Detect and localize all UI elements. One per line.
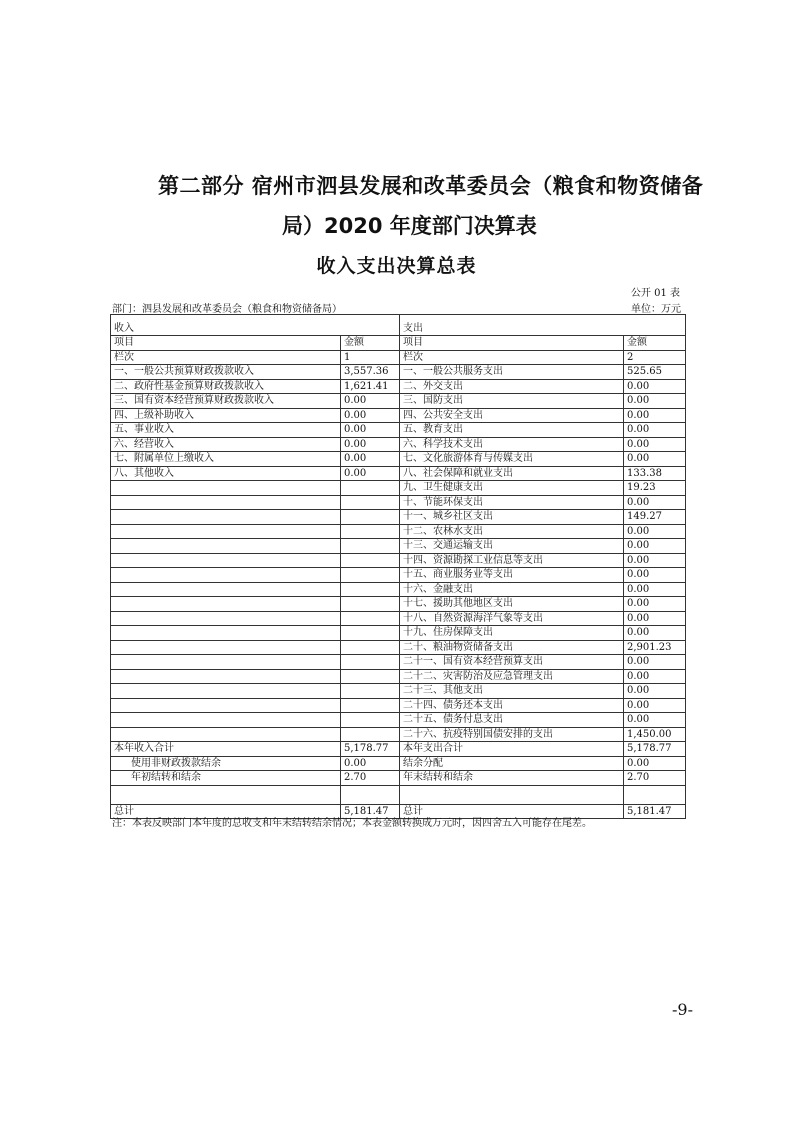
expense-item-cell: 二十六、抗疫特别国债安排的支出 (400, 727, 624, 742)
expense-amount-cell: 0.00 (624, 452, 686, 467)
expense-amount-cell: 0.00 (624, 394, 686, 409)
income-amount-cell: 0.00 (341, 408, 400, 423)
column-index-row (111, 350, 686, 365)
table-row (111, 466, 686, 481)
expense-item-cell: 本年支出合计 (400, 742, 624, 757)
income-amount-cell (341, 568, 400, 583)
expense-item-cell: 结余分配 (400, 756, 624, 771)
expense-amount-cell: 0.00 (624, 437, 686, 452)
expense-item-cell: 二十五、债务付息支出 (400, 713, 624, 728)
income-item-cell: 使用非财政拨款结余 (111, 756, 341, 771)
income-item-cell: 年初结转和结余 (111, 771, 341, 786)
income-amount-cell: 1,621.41 (341, 379, 400, 394)
summary-row (111, 771, 686, 786)
expense-amount-cell: 5,178.77 (624, 742, 686, 757)
expense-item-cell: 二十一、国有资本经营预算支出 (400, 655, 624, 670)
income-amount-header: 金额 (341, 336, 400, 351)
column-header-row (111, 336, 686, 351)
expense-amount-cell: 0.00 (624, 553, 686, 568)
expense-item-cell: 年末结转和结余 (400, 771, 624, 786)
income-amount-cell (341, 669, 400, 684)
expense-item-cell: 一、一般公共服务支出 (400, 365, 624, 380)
expense-amount-cell: 0.00 (624, 408, 686, 423)
expense-item-cell: 十二、农林水支出 (400, 524, 624, 539)
income-amount-cell: 0.00 (341, 466, 400, 481)
income-item-cell (111, 713, 341, 728)
expense-amount-cell: 525.65 (624, 365, 686, 380)
table-row (111, 539, 686, 554)
income-amount-cell: 0.00 (341, 394, 400, 409)
department-label: 部门：泗县发展和改革委员会（粮食和物资储备局） (112, 304, 342, 315)
income-item-cell (111, 481, 341, 496)
page-number: -9- (672, 1000, 693, 1019)
expense-amount-cell: 2,901.23 (624, 640, 686, 655)
income-item-cell (111, 524, 341, 539)
summary-row (111, 742, 686, 757)
income-item-cell: 八、其他收入 (111, 466, 341, 481)
income-item-cell: 二、政府性基金预算财政拨款收入 (111, 379, 341, 394)
income-item-cell (111, 510, 341, 525)
empty-cell (111, 785, 341, 804)
income-amount-cell (341, 510, 400, 525)
expense-amount-cell: 1,450.00 (624, 727, 686, 742)
expense-item-cell: 十五、商业服务业等支出 (400, 568, 624, 583)
expense-amount-cell: 0.00 (624, 611, 686, 626)
index-label-income: 栏次 (111, 350, 341, 365)
income-item-cell: 五、事业收入 (111, 423, 341, 438)
expense-item-header: 项目 (400, 336, 624, 351)
income-item-cell (111, 611, 341, 626)
expense-section-header: 支出 (400, 315, 686, 336)
expense-amount-cell: 0.00 (624, 684, 686, 699)
income-section-header: 收入 (111, 315, 400, 336)
table-row (111, 611, 686, 626)
table-row (111, 713, 686, 728)
income-item-cell: 本年收入合计 (111, 742, 341, 757)
expense-item-cell: 十四、资源勘探工业信息等支出 (400, 553, 624, 568)
page-title-line2: 局）2020 年度部门决算表 (282, 214, 537, 238)
expense-item-cell: 二十三、其他支出 (400, 684, 624, 699)
table-row (111, 684, 686, 699)
empty-cell (341, 785, 400, 804)
expense-amount-cell: 2.70 (624, 771, 686, 786)
expense-item-cell: 二、外交支出 (400, 379, 624, 394)
income-item-cell: 七、附属单位上缴收入 (111, 452, 341, 467)
expense-item-cell: 八、社会保障和就业支出 (400, 466, 624, 481)
expense-item-cell: 三、国防支出 (400, 394, 624, 409)
income-item-cell (111, 597, 341, 612)
income-item-cell (111, 568, 341, 583)
income-amount-cell (341, 553, 400, 568)
income-amount-cell (341, 481, 400, 496)
income-item-cell (111, 640, 341, 655)
income-item-cell: 一、一般公共预算财政拨款收入 (111, 365, 341, 380)
table-row (111, 394, 686, 409)
income-amount-cell: 5,178.77 (341, 742, 400, 757)
expense-amount-cell: 0.00 (624, 713, 686, 728)
income-amount-cell (341, 640, 400, 655)
expense-item-cell: 五、教育支出 (400, 423, 624, 438)
income-amount-cell (341, 611, 400, 626)
income-amount-cell (341, 597, 400, 612)
table-row (111, 640, 686, 655)
table-row (111, 655, 686, 670)
income-item-cell: 总计 (111, 804, 341, 819)
expense-amount-cell: 149.27 (624, 510, 686, 525)
form-number: 公开 01 表 (630, 288, 680, 299)
expense-item-cell: 四、公共安全支出 (400, 408, 624, 423)
expense-amount-cell: 0.00 (624, 698, 686, 713)
empty-cell (624, 785, 686, 804)
income-amount-cell: 0.00 (341, 452, 400, 467)
expense-item-cell: 十七、援助其他地区支出 (400, 597, 624, 612)
income-item-cell: 六、经营收入 (111, 437, 341, 452)
table-note: 注：本表反映部门本年度的总收支和年末结转结余情况；本表金额转换成万元时，因四舍五入可能存在尾差。 (112, 818, 592, 829)
income-item-cell (111, 582, 341, 597)
income-item-cell (111, 655, 341, 670)
expense-item-cell: 十三、交通运输支出 (400, 539, 624, 554)
income-item-header: 项目 (111, 336, 341, 351)
table-row (111, 727, 686, 742)
table-row (111, 495, 686, 510)
table-row (111, 698, 686, 713)
index-label-expense: 栏次 (400, 350, 624, 365)
table-title: 收入支出决算总表 (316, 255, 477, 277)
expense-item-cell: 十六、金融支出 (400, 582, 624, 597)
expense-amount-cell: 133.38 (624, 466, 686, 481)
section-header-row (111, 315, 686, 336)
expense-item-cell: 总计 (400, 804, 624, 819)
table-row (111, 452, 686, 467)
table-row (111, 481, 686, 496)
income-item-cell (111, 727, 341, 742)
expense-amount-cell: 0.00 (624, 669, 686, 684)
expense-item-cell: 二十、粮油物资储备支出 (400, 640, 624, 655)
expense-item-cell: 六、科学技术支出 (400, 437, 624, 452)
spacer-row (111, 785, 686, 804)
income-item-cell (111, 626, 341, 641)
income-amount-cell (341, 582, 400, 597)
income-amount-cell (341, 727, 400, 742)
income-item-cell (111, 669, 341, 684)
table-row (111, 626, 686, 641)
income-amount-cell (341, 655, 400, 670)
income-amount-cell (341, 495, 400, 510)
table-row (111, 510, 686, 525)
expense-item-cell: 十八、自然资源海洋气象等支出 (400, 611, 624, 626)
unit-label: 单位：万元 (631, 304, 681, 315)
income-item-cell (111, 539, 341, 554)
income-amount-cell (341, 539, 400, 554)
expense-amount-cell: 0.00 (624, 756, 686, 771)
expense-amount-cell: 0.00 (624, 655, 686, 670)
income-column-number: 1 (341, 350, 400, 365)
expense-item-cell: 九、卫生健康支出 (400, 481, 624, 496)
income-amount-cell: 5,181.47 (341, 804, 400, 819)
expense-amount-cell: 0.00 (624, 582, 686, 597)
expense-amount-header: 金额 (624, 336, 686, 351)
income-item-cell: 四、上级补助收入 (111, 408, 341, 423)
income-amount-cell: 0.00 (341, 437, 400, 452)
expense-item-cell: 七、文化旅游体育与传媒支出 (400, 452, 624, 467)
table-row (111, 423, 686, 438)
income-amount-cell (341, 524, 400, 539)
income-item-cell (111, 495, 341, 510)
table-row (111, 582, 686, 597)
budget-summary-table (110, 314, 686, 819)
expense-amount-cell: 0.00 (624, 568, 686, 583)
table-row (111, 408, 686, 423)
expense-amount-cell: 0.00 (624, 379, 686, 394)
page-title-line1: 第二部分 宿州市泗县发展和改革委员会（粮食和物资储备 (158, 174, 704, 198)
expense-amount-cell: 0.00 (624, 495, 686, 510)
income-item-cell (111, 684, 341, 699)
table-row (111, 524, 686, 539)
expense-item-cell: 十九、住房保障支出 (400, 626, 624, 641)
income-amount-cell: 0.00 (341, 756, 400, 771)
table-row (111, 597, 686, 612)
income-amount-cell (341, 698, 400, 713)
income-amount-cell: 0.00 (341, 423, 400, 438)
expense-item-cell: 二十二、灾害防治及应急管理支出 (400, 669, 624, 684)
income-item-cell (111, 553, 341, 568)
income-amount-cell (341, 684, 400, 699)
expense-column-number: 2 (624, 350, 686, 365)
expense-item-cell: 十、节能环保支出 (400, 495, 624, 510)
expense-amount-cell: 0.00 (624, 423, 686, 438)
expense-item-cell: 十一、城乡社区支出 (400, 510, 624, 525)
table-row (111, 437, 686, 452)
table-row (111, 568, 686, 583)
table-row (111, 553, 686, 568)
expense-amount-cell: 0.00 (624, 597, 686, 612)
income-amount-cell (341, 626, 400, 641)
summary-row (111, 756, 686, 771)
income-amount-cell: 2.70 (341, 771, 400, 786)
income-item-cell: 三、国有资本经营预算财政拨款收入 (111, 394, 341, 409)
expense-amount-cell: 19.23 (624, 481, 686, 496)
empty-cell (400, 785, 624, 804)
expense-amount-cell: 0.00 (624, 626, 686, 641)
expense-amount-cell: 5,181.47 (624, 804, 686, 819)
table-row (111, 669, 686, 684)
table-row (111, 379, 686, 394)
expense-item-cell: 二十四、债务还本支出 (400, 698, 624, 713)
table-row (111, 365, 686, 380)
expense-amount-cell: 0.00 (624, 524, 686, 539)
income-amount-cell: 3,557.36 (341, 365, 400, 380)
expense-amount-cell: 0.00 (624, 539, 686, 554)
income-item-cell (111, 698, 341, 713)
income-amount-cell (341, 713, 400, 728)
